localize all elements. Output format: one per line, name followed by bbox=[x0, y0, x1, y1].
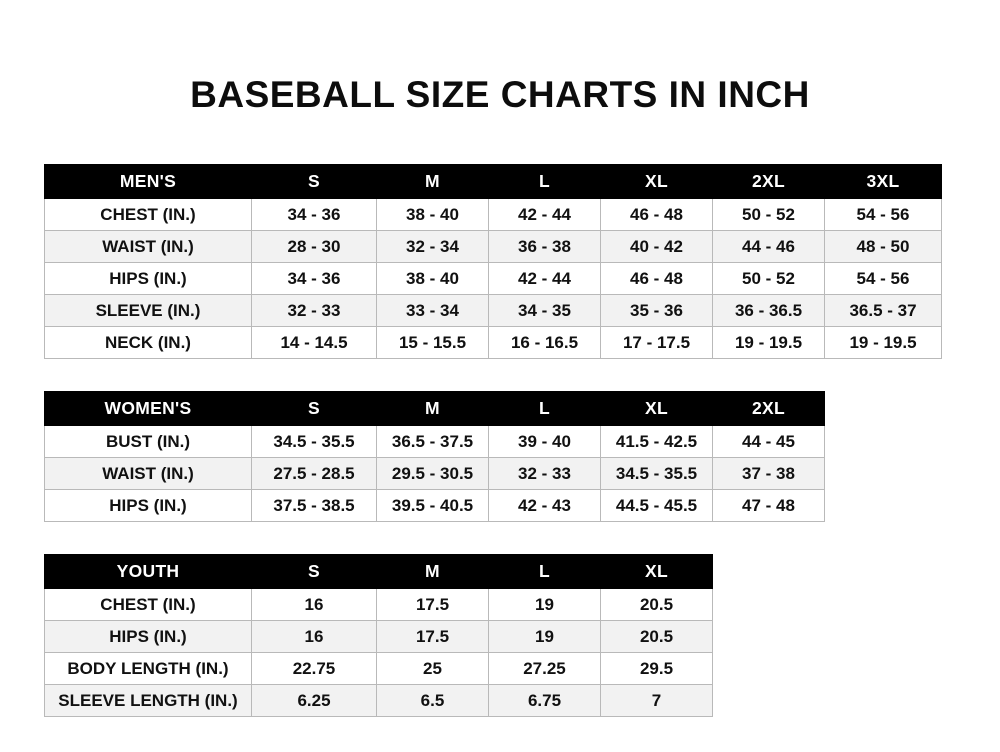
row-label: CHEST (IN.) bbox=[45, 199, 252, 231]
table-cell: 16 - 16.5 bbox=[489, 327, 601, 359]
table-cell: 29.5 - 30.5 bbox=[377, 458, 489, 490]
table-cell: 34.5 - 35.5 bbox=[601, 458, 713, 490]
column-header: 2XL bbox=[713, 392, 825, 426]
page-title: BASEBALL SIZE CHARTS IN INCH bbox=[190, 74, 810, 115]
mens-size-table bbox=[44, 164, 942, 359]
table-cell: 15 - 15.5 bbox=[377, 327, 489, 359]
table-cell: 34 - 36 bbox=[252, 263, 377, 295]
charts-container bbox=[0, 164, 1000, 717]
table-row bbox=[45, 490, 825, 522]
row-label: HIPS (IN.) bbox=[45, 490, 252, 522]
table-cell: 47 - 48 bbox=[713, 490, 825, 522]
column-header: S bbox=[252, 392, 377, 426]
table-row bbox=[45, 295, 942, 327]
row-label: BODY LENGTH (IN.) bbox=[45, 653, 252, 685]
table-cell: 32 - 33 bbox=[252, 295, 377, 327]
table-cell: 54 - 56 bbox=[825, 263, 942, 295]
row-label: HIPS (IN.) bbox=[45, 263, 252, 295]
row-label: HIPS (IN.) bbox=[45, 621, 252, 653]
table-cell: 44.5 - 45.5 bbox=[601, 490, 713, 522]
table-row bbox=[45, 685, 713, 717]
column-header: MEN'S bbox=[45, 165, 252, 199]
table-cell: 16 bbox=[252, 589, 377, 621]
column-header: S bbox=[252, 165, 377, 199]
table-cell: 19 bbox=[489, 621, 601, 653]
column-header: 2XL bbox=[713, 165, 825, 199]
table-cell: 50 - 52 bbox=[713, 199, 825, 231]
table-cell: 36 - 36.5 bbox=[713, 295, 825, 327]
table-cell: 39 - 40 bbox=[489, 426, 601, 458]
table-cell: 46 - 48 bbox=[601, 263, 713, 295]
row-label: WAIST (IN.) bbox=[45, 231, 252, 263]
table-row bbox=[45, 589, 713, 621]
table-cell: 17 - 17.5 bbox=[601, 327, 713, 359]
table-cell: 44 - 46 bbox=[713, 231, 825, 263]
table-cell: 17.5 bbox=[377, 621, 489, 653]
table-cell: 27.25 bbox=[489, 653, 601, 685]
table-cell: 20.5 bbox=[601, 589, 713, 621]
womens-size-table bbox=[44, 391, 825, 522]
table-cell: 34.5 - 35.5 bbox=[252, 426, 377, 458]
table-row bbox=[45, 263, 942, 295]
table-row bbox=[45, 231, 942, 263]
table-cell: 32 - 33 bbox=[489, 458, 601, 490]
table-row bbox=[45, 327, 942, 359]
table-cell: 42 - 44 bbox=[489, 199, 601, 231]
row-label: BUST (IN.) bbox=[45, 426, 252, 458]
table-header-row bbox=[45, 165, 942, 199]
row-label: NECK (IN.) bbox=[45, 327, 252, 359]
table-cell: 40 - 42 bbox=[601, 231, 713, 263]
table-cell: 36.5 - 37 bbox=[825, 295, 942, 327]
column-header: L bbox=[489, 555, 601, 589]
table-cell: 6.25 bbox=[252, 685, 377, 717]
table-row bbox=[45, 621, 713, 653]
table-row bbox=[45, 199, 942, 231]
table-row bbox=[45, 426, 825, 458]
table-row bbox=[45, 458, 825, 490]
table-header-row bbox=[45, 392, 825, 426]
youth-size-table bbox=[44, 554, 713, 717]
table-cell: 44 - 45 bbox=[713, 426, 825, 458]
column-header: 3XL bbox=[825, 165, 942, 199]
row-label: CHEST (IN.) bbox=[45, 589, 252, 621]
table-cell: 20.5 bbox=[601, 621, 713, 653]
table-cell: 25 bbox=[377, 653, 489, 685]
table-cell: 6.75 bbox=[489, 685, 601, 717]
table-cell: 54 - 56 bbox=[825, 199, 942, 231]
table-cell: 37 - 38 bbox=[713, 458, 825, 490]
table-cell: 38 - 40 bbox=[377, 199, 489, 231]
column-header: WOMEN'S bbox=[45, 392, 252, 426]
table-cell: 19 - 19.5 bbox=[713, 327, 825, 359]
table-cell: 39.5 - 40.5 bbox=[377, 490, 489, 522]
table-cell: 14 - 14.5 bbox=[252, 327, 377, 359]
table-cell: 48 - 50 bbox=[825, 231, 942, 263]
table-cell: 28 - 30 bbox=[252, 231, 377, 263]
table-cell: 46 - 48 bbox=[601, 199, 713, 231]
column-header: XL bbox=[601, 392, 713, 426]
table-cell: 17.5 bbox=[377, 589, 489, 621]
column-header: XL bbox=[601, 555, 713, 589]
table-cell: 34 - 35 bbox=[489, 295, 601, 327]
table-cell: 7 bbox=[601, 685, 713, 717]
row-label: WAIST (IN.) bbox=[45, 458, 252, 490]
table-row bbox=[45, 653, 713, 685]
table-cell: 19 bbox=[489, 589, 601, 621]
table-cell: 37.5 - 38.5 bbox=[252, 490, 377, 522]
table-cell: 42 - 43 bbox=[489, 490, 601, 522]
table-cell: 34 - 36 bbox=[252, 199, 377, 231]
table-cell: 36 - 38 bbox=[489, 231, 601, 263]
row-label: SLEEVE (IN.) bbox=[45, 295, 252, 327]
column-header: S bbox=[252, 555, 377, 589]
table-cell: 41.5 - 42.5 bbox=[601, 426, 713, 458]
column-header: XL bbox=[601, 165, 713, 199]
table-cell: 32 - 34 bbox=[377, 231, 489, 263]
column-header: M bbox=[377, 165, 489, 199]
table-cell: 35 - 36 bbox=[601, 295, 713, 327]
table-cell: 19 - 19.5 bbox=[825, 327, 942, 359]
table-cell: 29.5 bbox=[601, 653, 713, 685]
table-cell: 42 - 44 bbox=[489, 263, 601, 295]
table-cell: 38 - 40 bbox=[377, 263, 489, 295]
row-label: SLEEVE LENGTH (IN.) bbox=[45, 685, 252, 717]
column-header: YOUTH bbox=[45, 555, 252, 589]
column-header: M bbox=[377, 392, 489, 426]
column-header: M bbox=[377, 555, 489, 589]
column-header: L bbox=[489, 165, 601, 199]
table-cell: 16 bbox=[252, 621, 377, 653]
table-cell: 36.5 - 37.5 bbox=[377, 426, 489, 458]
column-header: L bbox=[489, 392, 601, 426]
table-cell: 50 - 52 bbox=[713, 263, 825, 295]
table-cell: 6.5 bbox=[377, 685, 489, 717]
table-cell: 22.75 bbox=[252, 653, 377, 685]
table-cell: 33 - 34 bbox=[377, 295, 489, 327]
table-header-row bbox=[45, 555, 713, 589]
table-cell: 27.5 - 28.5 bbox=[252, 458, 377, 490]
